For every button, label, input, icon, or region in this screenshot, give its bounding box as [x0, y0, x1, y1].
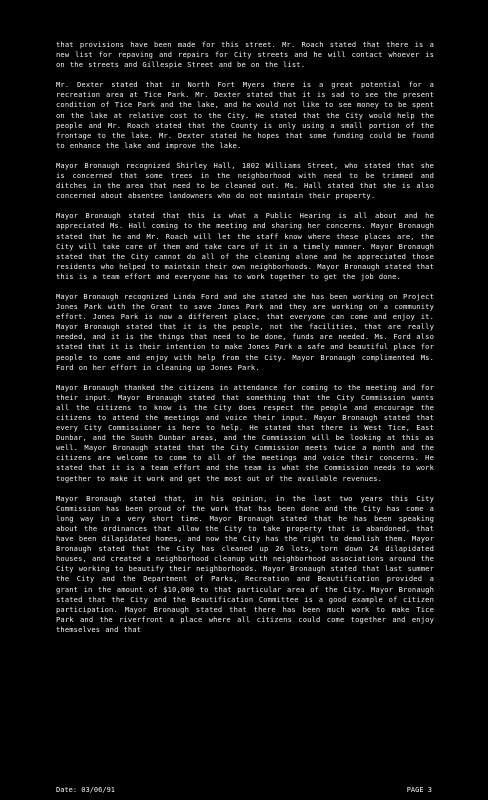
- paragraph-thanks-citizens: Mayor Bronaugh thanked the citizens in attendance for coming to the meeting and for their input. Mayor Bronaugh stated that something that the City Commission wants all the citizens to know is the City does respect the people and encourage the citizens to attend the meetings and voice their input. Mayor Bronaugh stated that every City Commissioner is here to help. He stated that there is West Tice, East Dunbar, and the South Dunbar areas, and the Commission will be looking at this as well. Mayor Bronaugh stated that the City Commission meets twice a month and the citizens are welcome to come to all of the meetings and voice their concerns. He stated that it is a team effort and the team is what the Commission needs to work together to make it work and get the most out of the available revenues.: [56, 382, 434, 483]
- paragraph-street-repairs: that provisions have been made for this street. Mr. Roach stated that there is a new list for repaving and repairs for City streets and he will contact whoever is on the streets and Gillespie Street and be on the list.: [56, 40, 434, 70]
- paragraph-public-hearing: Mayor Bronaugh stated that this is what a Public Hearing is all about and he appreciated Ms. Hall coming to the meeting and sharing her concerns. Mayor Bronaugh stated that he and Mr. Roach will let the staff know where these places are, the City will take care of them and take care of it in a timely manner. Mayor Bronaugh stated that the City cannot do all of the cleaning alone and he appreciated those residents who helped to maintain their own neighborhoods. Mayor Bronaugh stated that this is a team effort and everyone has to work together to get the job done.: [56, 211, 434, 281]
- minutes-body: [56, 40, 434, 635]
- paragraph-tice-park: Mr. Dexter stated that in North Fort Myers there is a great potential for a recreation area at Tice Park. Mr. Dexter stated that it is sad to see the present condition of Tice Park and the lake, and he would not like to see money to be spent on the lake at relative cost to the City. He stated that the City would help the people and Mr. Roach stated that the County is only using a small portion of the frontage to the lake. Mr. Dexter stated he hopes that some funding could be found to enhance the lake and improve the lake.: [56, 80, 434, 150]
- paragraph-jones-park: Mayor Bronaugh recognized Linda Ford and she stated she has been working on Project Jones Park with the Grant to save Jones Park and they are working on a community effort. Jones Park is now a different place, that everyone can come and enjoy it. Mayor Bronaugh stated that it is the people, not the facilities, that are really needed, and it is the things that need to be done, funds are needed. Ms. Ford also stated that it is their intention to make Jones Park a safe and beautiful place for people to come and enjoy with help from the City. Mayor Bronaugh complimented Ms. Ford on her effort in cleaning up Jones Park.: [56, 291, 434, 372]
- footer-page-number: PAGE 3: [406, 786, 432, 794]
- paragraph-shirley-hall: Mayor Bronaugh recognized Shirley Hall, 1802 Williams Street, who stated that she is concerned that some trees in the neighborhood with need to be trimmed and ditches in the area that need to be cleaned out. Ms. Hall stated that she is also concerned about absentee landowners who do not maintain their property.: [56, 160, 434, 201]
- footer-date: Date: 03/06/91: [56, 786, 116, 794]
- paragraph-commission-progress: Mayor Bronaugh stated that, in his opinion, in the last two years this City Commission has been proud of the work that has been done and the City has come a long way in a very short time. Mayor Bronaugh stated that he has been speaking about the ordinances that allow the City to take property that is abandoned, that have been dilapidated homes, and now the City has the right to demolish them. Mayor Bronaugh stated that the City has cleaned up 26 lots, torn down 24 dilapidated houses, and created a neighborhood cleanup with neighborhood associations around the City working to beautify their neighborhoods. Mayor Bronaugh stated that last summer the City and the Department of Parks, Recreation and Beautification provided a grant in the amount of $10,000 to that particular area of the City. Mayor Bronaugh stated that the City and the Beautification Committee is a good example of citizen participation. Mayor Bronaugh stated that there has been much work to make Tice Park and the riverfront a place where all citizens could come together and enjoy themselves and that: [56, 493, 434, 634]
